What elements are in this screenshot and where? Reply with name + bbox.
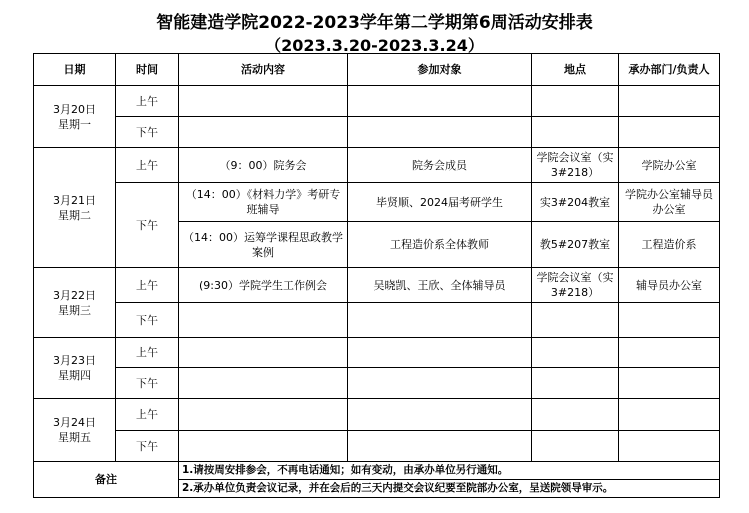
page-subtitle: （2023.3.20-2023.3.24） [265, 36, 484, 55]
table-row [34, 117, 720, 148]
table-row [34, 86, 720, 117]
event-content: (9:30）学院学生工作例会 [179, 268, 348, 303]
period-am: 上午 [116, 268, 179, 303]
period-pm: 下午 [116, 368, 179, 399]
period-am: 上午 [116, 86, 179, 117]
event-participants: 吴晓凯、王欣、全体辅导员 [348, 268, 532, 303]
header-time: 时间 [116, 54, 179, 86]
day-weekday: 星期四 [58, 369, 91, 382]
event-content: （14：00）《材料力学》考研专班辅导 [179, 183, 348, 222]
event-participants: 院务会成员 [348, 148, 532, 183]
event-department: 学院办公室辅导员办公室 [619, 183, 720, 222]
header-content: 活动内容 [179, 54, 348, 86]
event-department: 学院办公室 [619, 148, 720, 183]
period-pm: 下午 [116, 117, 179, 148]
day-date: 3月24日 [53, 416, 96, 429]
day-cell-fri [34, 399, 116, 462]
period-am: 上午 [116, 399, 179, 431]
header-date: 日期 [34, 54, 116, 86]
table-row [34, 368, 720, 399]
day-date: 3月23日 [53, 354, 96, 367]
period-am: 上午 [116, 148, 179, 183]
day-weekday: 星期一 [58, 117, 91, 131]
day-date: 3月21日 [53, 193, 96, 207]
day-cell-thu [34, 338, 116, 399]
event-location: 学院会议室（实3#218） [532, 268, 619, 303]
table-row [34, 183, 720, 222]
event-participants: 毕贤顺、2024届考研学生 [348, 183, 532, 222]
event-location: 实3#204教室 [532, 183, 619, 222]
event-content: （9：00）院务会 [179, 148, 348, 183]
table-row [34, 431, 720, 462]
note-item: 1.请按周安排参会，不再电话通知；如有变动，由承办单位另行通知。 [179, 462, 720, 480]
event-department: 辅导员办公室 [619, 268, 720, 303]
table-row [34, 268, 720, 303]
header-row [34, 54, 720, 86]
table-row [34, 338, 720, 368]
day-weekday: 星期五 [58, 431, 91, 444]
header-participants: 参加对象 [348, 54, 532, 86]
event-location: 教5#207教室 [532, 222, 619, 268]
day-cell-mon [34, 86, 116, 148]
page-title: 智能建造学院2022-2023学年第二学期第6周活动安排表 [156, 13, 593, 33]
event-content: （14：00）运筹学课程思政教学案例 [179, 222, 348, 268]
period-pm: 下午 [116, 431, 179, 462]
day-weekday: 星期二 [58, 208, 91, 222]
period-pm: 下午 [116, 183, 179, 268]
day-cell-wed [34, 268, 116, 338]
event-participants: 工程造价系全体教师 [348, 222, 532, 268]
period-pm: 下午 [116, 303, 179, 338]
day-date: 3月20日 [53, 102, 96, 116]
table-row [34, 399, 720, 431]
header-department: 承办部门/负责人 [619, 54, 720, 86]
table-row [34, 148, 720, 183]
event-department: 工程造价系 [619, 222, 720, 268]
day-weekday: 星期三 [58, 303, 91, 317]
schedule-table [33, 53, 720, 498]
note-item: 2.承办单位负责会议记录，并在会后的三天内提交会议纪要至院部办公室，呈送院领导审示。 [179, 480, 720, 498]
period-am: 上午 [116, 338, 179, 368]
day-date: 3月22日 [53, 288, 96, 302]
notes-row [34, 462, 720, 480]
day-cell-tue [34, 148, 116, 268]
header-location: 地点 [532, 54, 619, 86]
notes-label: 备注 [34, 462, 179, 498]
table-row [34, 303, 720, 338]
event-location: 学院会议室（实3#218） [532, 148, 619, 183]
